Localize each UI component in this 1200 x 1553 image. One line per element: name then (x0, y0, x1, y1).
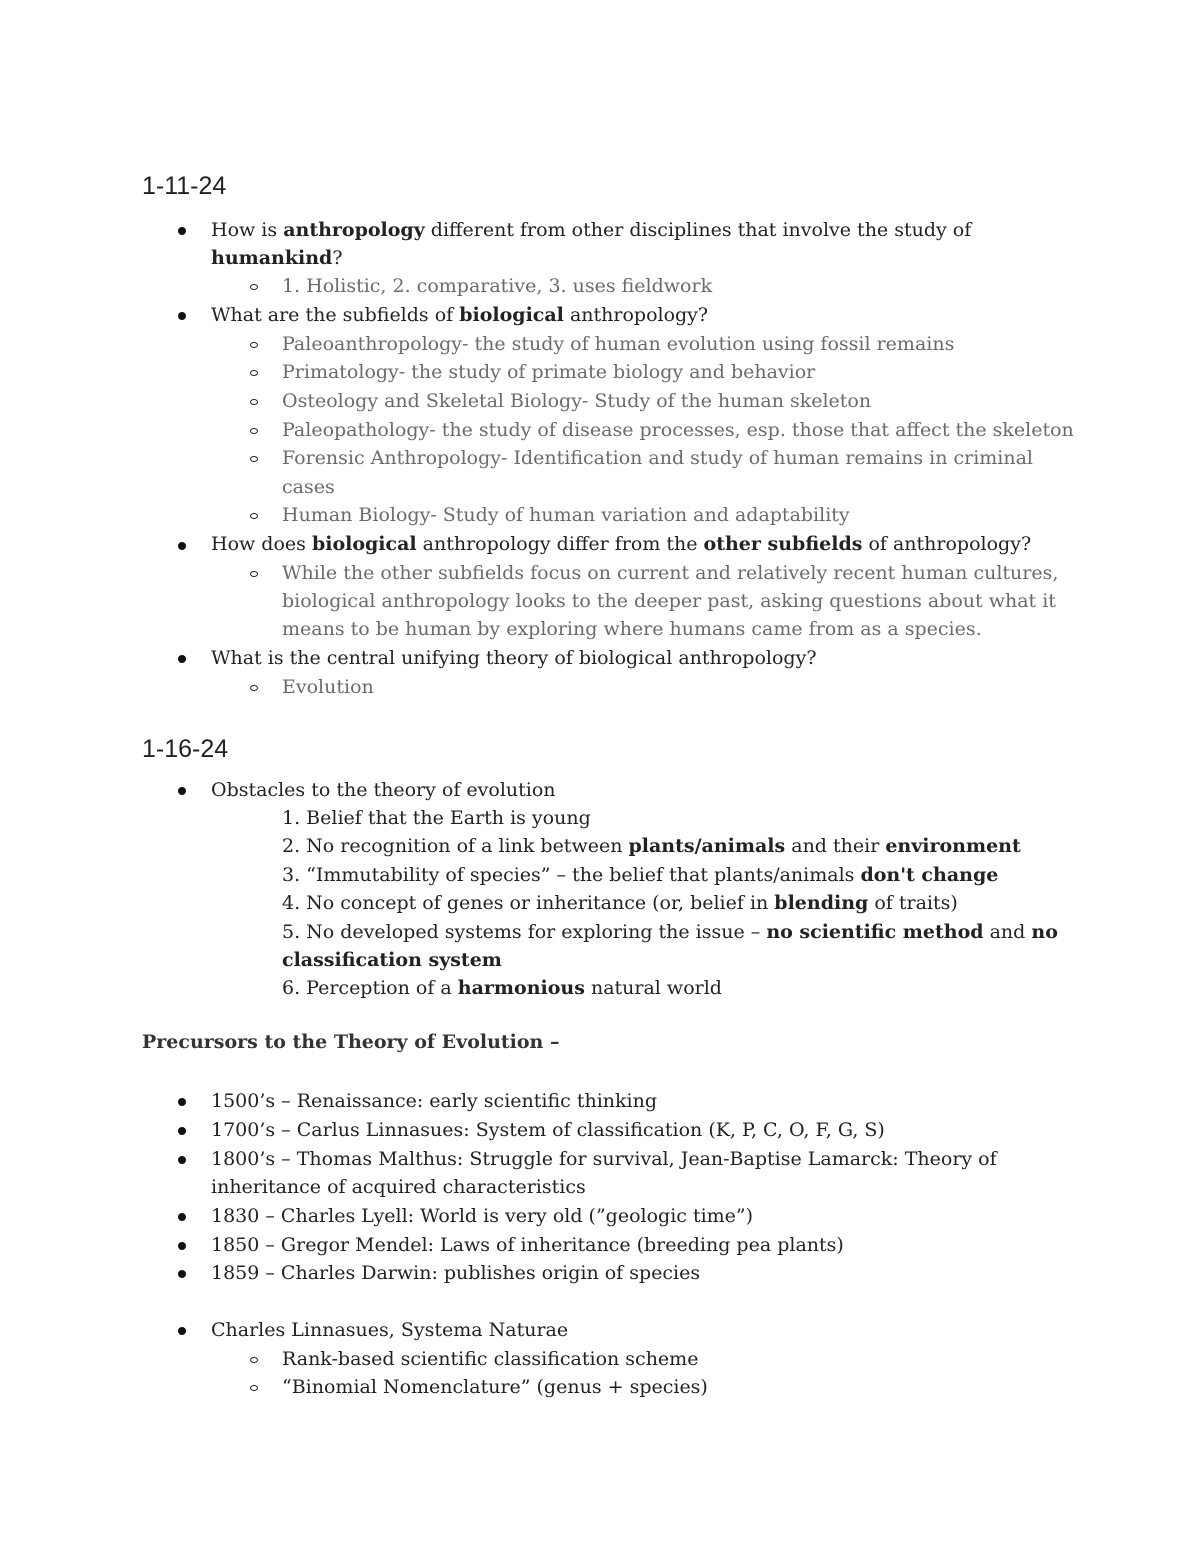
sub-bullet-icon (250, 284, 258, 290)
obstacle-item: 6. Perception of a harmonious natural world (282, 977, 722, 999)
subfield-item: Paleoanthropology- the study of human evolution using fossil remains (282, 333, 955, 355)
bullet-icon (178, 1156, 186, 1164)
bullet-icon (178, 1213, 186, 1221)
bullet-icon (178, 1327, 186, 1335)
question-1: How is anthropology different from other disciplines that involve the study of (211, 219, 972, 241)
subfield-item: Osteology and Skeletal Biology- Study of the human skeleton (282, 390, 872, 412)
bullet-icon (178, 787, 186, 795)
sub-bullet-icon (250, 1385, 258, 1391)
sub-bullet-icon (250, 571, 258, 577)
answer-4: Evolution (282, 676, 374, 698)
precursor-item: 1850 – Gregor Mendel: Laws of inheritance (breeding pea plants) (211, 1234, 844, 1256)
sub-bullet-icon (250, 370, 258, 376)
sub-bullet-icon (250, 685, 258, 691)
bullet-icon (178, 1098, 186, 1106)
question-2: What are the subfields of biological anthropology? (211, 304, 709, 326)
sub-bullet-icon (250, 399, 258, 405)
answer-3-cont: biological anthropology looks to the deeper past, asking questions about what it (282, 590, 1056, 612)
subfield-item: Human Biology- Study of human variation and adaptability (282, 504, 850, 526)
subfield-item: Paleopathology- the study of disease processes, esp. those that affect the skeleton (282, 419, 1074, 441)
bullet-icon (178, 312, 186, 320)
date-heading-2: 1-16-24 (142, 735, 229, 763)
linnaeus-sub-item: “Binomial Nomenclature” (genus + species) (282, 1376, 708, 1398)
sub-bullet-icon (250, 1357, 258, 1363)
linnaeus-item: Charles Linnasues, Systema Naturae (211, 1319, 569, 1341)
sub-bullet-icon (250, 342, 258, 348)
date-heading-1: 1-11-24 (142, 172, 227, 200)
obstacle-item: 2. No recognition of a link between plants/animals and their environment (282, 835, 1021, 857)
precursors-title: Precursors to the Theory of Evolution – (142, 1031, 560, 1053)
obstacle-item: 4. No concept of genes or inheritance (or, belief in blending of traits) (282, 892, 958, 914)
precursor-item: 1800’s – Thomas Malthus: Struggle for survival, Jean-Baptise Lamarck: Theory of (211, 1148, 997, 1170)
precursor-item: 1830 – Charles Lyell: World is very old (”geologic time”) (211, 1205, 754, 1227)
obstacle-item: 3. “Immutability of species” – the belief that plants/animals don't change (282, 864, 999, 886)
precursor-item: 1500’s – Renaissance: early scientific thinking (211, 1090, 657, 1112)
sub-bullet-icon (250, 456, 258, 462)
answer-1: 1. Holistic, 2. comparative, 3. uses fieldwork (282, 275, 713, 297)
question-1-cont: humankind? (211, 247, 343, 269)
answer-3: While the other subfields focus on current and relatively recent human cultures, (282, 562, 1059, 584)
bullet-icon (178, 1270, 186, 1278)
bullet-icon (178, 1127, 186, 1135)
precursor-item: 1859 – Charles Darwin: publishes origin of species (211, 1262, 701, 1284)
answer-3-cont: means to be human by exploring where humans came from as a species. (282, 618, 982, 640)
precursor-item-cont: inheritance of acquired characteristics (211, 1176, 586, 1198)
bullet-icon (178, 1242, 186, 1250)
sub-bullet-icon (250, 428, 258, 434)
precursor-item: 1700’s – Carlus Linnasues: System of classification (K, P, C, O, F, G, S) (211, 1119, 885, 1141)
question-3: How does biological anthropology differ from the other subfields of anthropology? (211, 533, 1032, 555)
obstacle-item: 5. No developed systems for exploring the issue – no scientific method and no (282, 921, 1058, 943)
bullet-icon (178, 542, 186, 550)
subfield-item: Forensic Anthropology- Identification and study of human remains in criminal (282, 447, 1034, 469)
bullet-icon (178, 655, 186, 663)
obstacle-item-cont: classification system (282, 949, 502, 971)
subfield-item: Primatology- the study of primate biology and behavior (282, 361, 816, 383)
subfield-item-cont: cases (282, 476, 335, 498)
bullet-icon (178, 227, 186, 235)
linnaeus-sub-item: Rank-based scientific classification scheme (282, 1348, 699, 1370)
question-4: What is the central unifying theory of biological anthropology? (211, 647, 817, 669)
sub-bullet-icon (250, 513, 258, 519)
obstacles-title: Obstacles to the theory of evolution (211, 779, 556, 801)
obstacle-item: 1. Belief that the Earth is young (282, 807, 591, 829)
